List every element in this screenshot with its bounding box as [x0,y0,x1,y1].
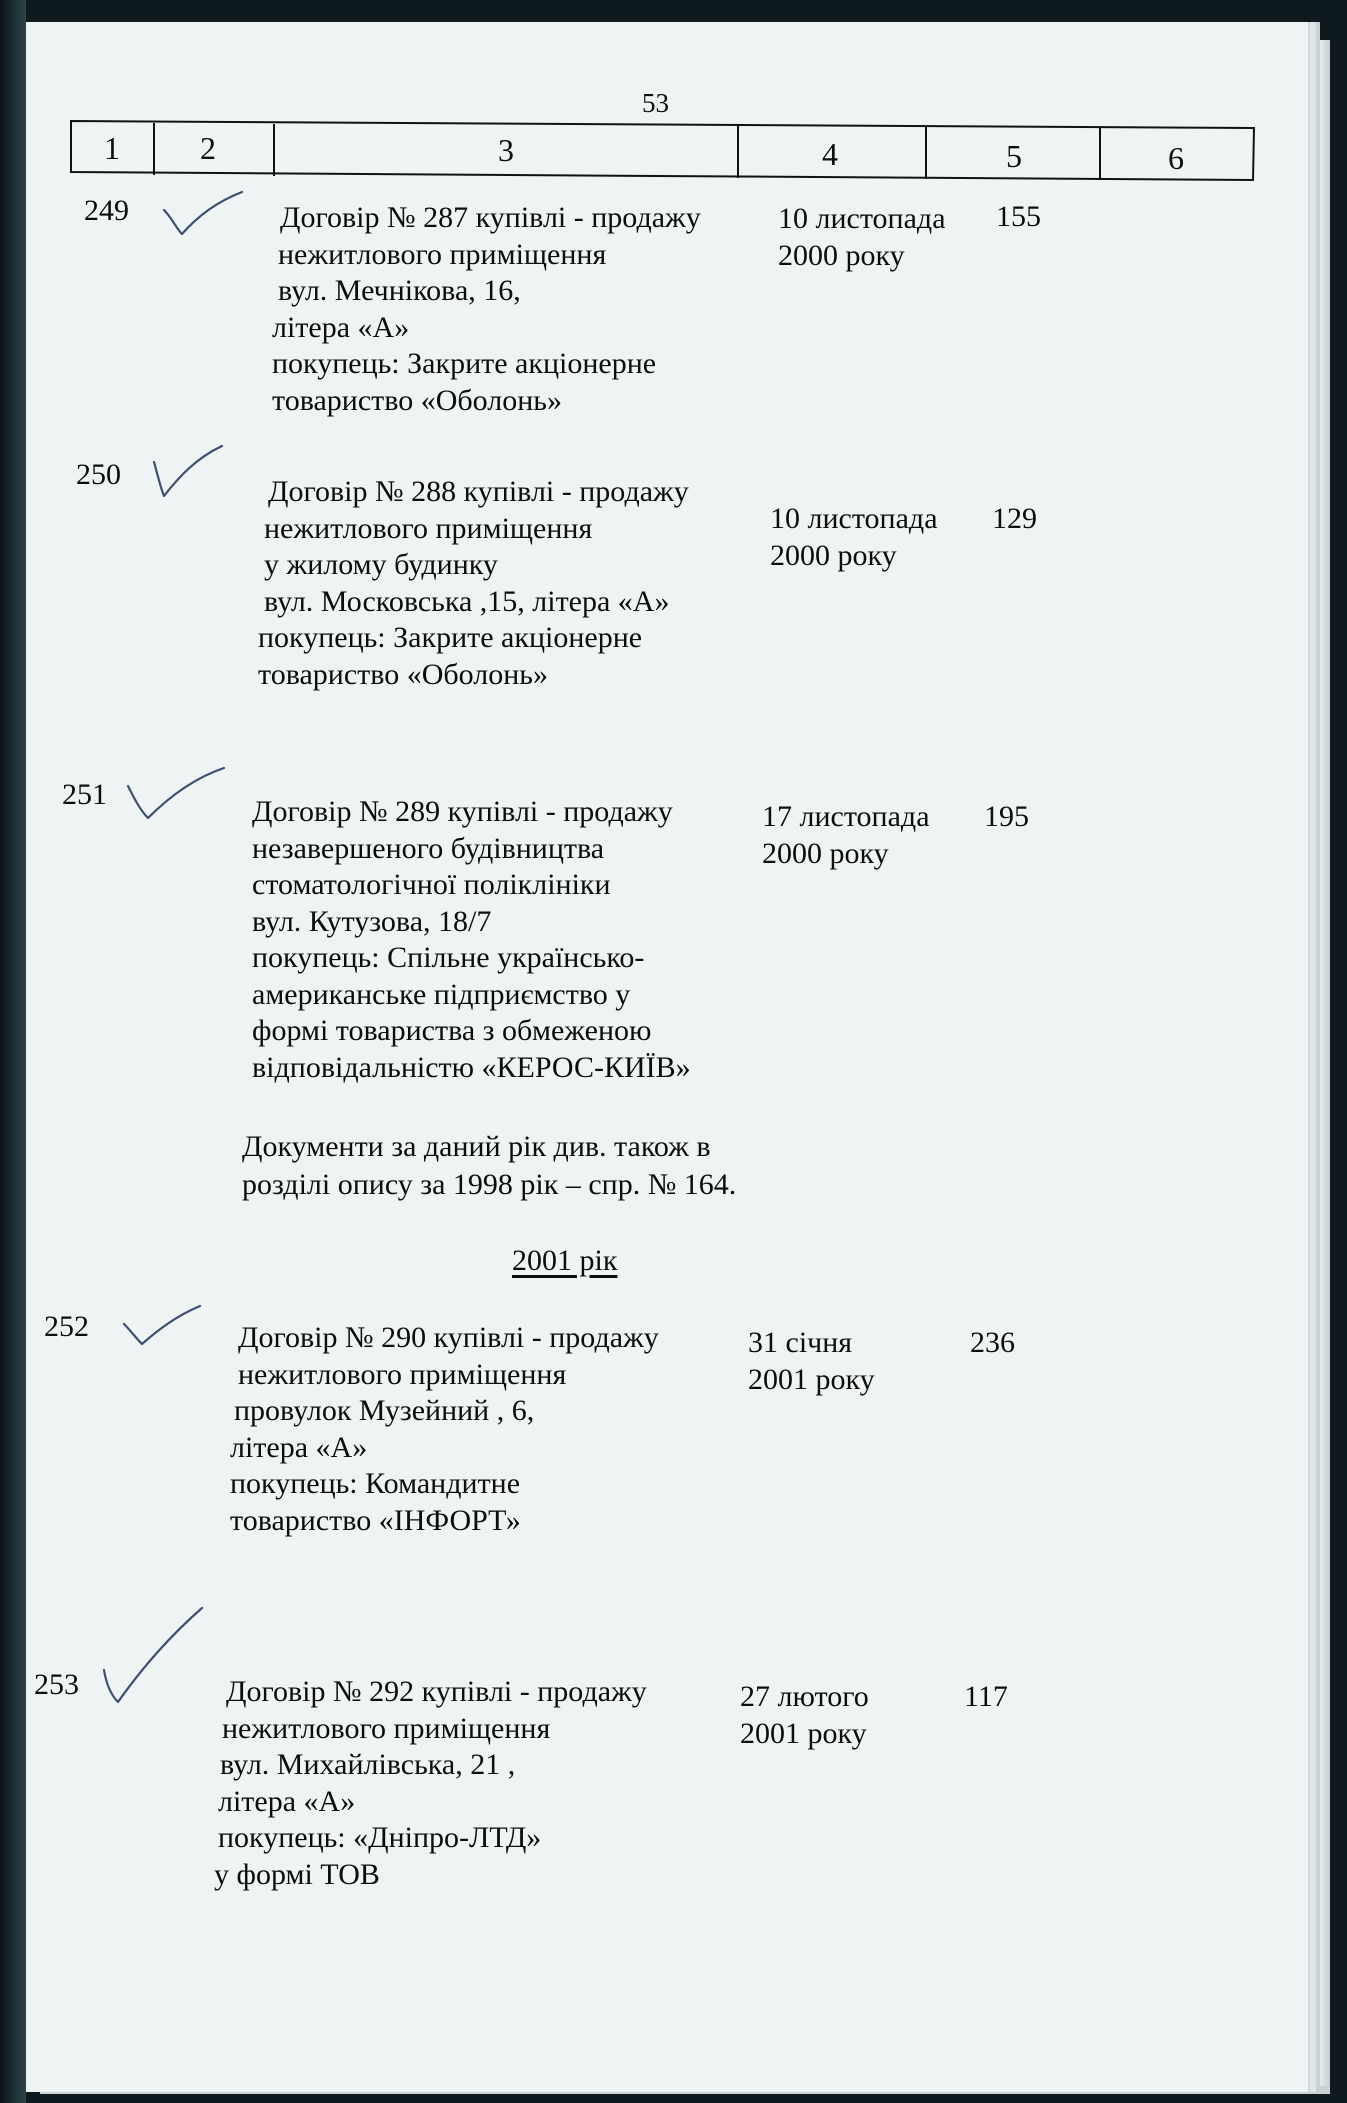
entry-line: у формі ТОВ [214,1857,380,1891]
header-col-3: 3 [498,132,514,168]
book-spine-edge [0,0,26,2103]
entry-line: Договір № 287 купівлі - продажу [280,201,701,234]
entry-line: покупець: «Дніпро-ЛТД» [218,1821,542,1854]
date-line: 10 листопада [778,202,946,235]
header-col-6: 6 [1168,140,1184,176]
entry-line: провулок Музейний , 6, [234,1394,535,1427]
entry-number: 250 [76,458,121,491]
entry-line: покупець: Закрите акціонерне [272,347,657,380]
date-line: 27 лютого [740,1680,869,1713]
date-line: 2000 року [762,837,889,870]
entry-line: формі товариства з обмеженою [252,1014,652,1047]
entry-line: стоматологічної поліклініки [252,868,611,901]
entry-line: вул. Московська ,15, літера «А» [264,584,670,618]
date-line: 2001 року [740,1717,867,1750]
entry-line: літера «А» [230,1430,368,1464]
entry-date [770,500,938,574]
entry-date [762,798,930,872]
date-line: 2001 року [748,1363,875,1396]
entry-description [272,200,701,419]
header-col-2: 2 [200,130,216,166]
entry-line: нежитлового приміщення [264,511,593,545]
checkmark-icon [124,762,234,828]
page-number: 53 [642,88,669,118]
entry-sheet-count: 155 [996,200,1041,233]
note-line: розділі опису за 1998 рік – спр. № 164. [242,1168,737,1201]
entry-sheet-count: 195 [984,800,1029,833]
section-year-heading: 2001 рік [512,1244,618,1277]
checkmark-icon [98,1604,208,1714]
header-outline [71,121,1254,180]
entry-number: 252 [44,1310,89,1343]
entry-description [258,474,689,693]
entry-line: вул. Михайлівська, 21 , [220,1748,516,1781]
entry-line: товариство «Оболонь» [258,657,548,691]
cross-reference-note [242,1128,736,1204]
entry-number: 253 [34,1668,79,1701]
entry-line: нежитлового приміщення [278,237,607,271]
entry-description [214,1674,647,1893]
entry-line: відповідальністю «КЕРОС-КИЇВ» [252,1050,691,1084]
document-page [26,22,1310,2092]
entry-line: у жилому будинку [264,548,498,581]
entry-line: Договір № 292 купівлі - продажу [226,1675,647,1708]
header-col-4: 4 [822,136,838,172]
date-line: 17 листопада [762,800,930,833]
header-col-1: 1 [104,130,120,166]
entry-description [230,1320,659,1539]
entry-number: 249 [84,194,129,227]
column-header-table [70,120,1254,188]
checkmark-icon [160,188,250,248]
entry-line: нежитлового приміщення [222,1711,551,1745]
entry-line: покупець: Спільне українсько- [252,941,645,974]
note-line: Документи за даний рік див. також в [242,1130,711,1163]
entry-line: літера «А» [218,1784,356,1818]
entry-date [778,200,946,274]
date-line: 31 січня [748,1326,853,1359]
entry-line: покупець: Командитне [230,1467,521,1500]
entry-line: літера «А» [272,310,410,344]
entry-line: вул. Кутузова, 18/7 [252,904,492,938]
entry-line: нежитлового приміщення [238,1357,567,1391]
entry-sheet-count: 117 [964,1680,1008,1713]
entry-line: вул. Мечнікова, 16, [278,274,521,307]
entry-date [748,1324,875,1398]
entry-number: 251 [62,778,107,811]
entry-line: Договір № 289 купівлі - продажу [252,795,673,828]
checkmark-icon [120,1302,210,1352]
checkmark-icon [150,442,230,512]
page-stack-edge [1308,40,1330,2090]
header-col-5: 5 [1006,138,1022,174]
entry-line: товариство «Оболонь» [272,383,562,417]
entry-line: товариство «ІНФОРТ» [230,1503,521,1537]
entry-line: Договір № 288 купівлі - продажу [268,475,689,508]
date-line: 2000 року [778,239,905,272]
entry-line: американське підприємство у [252,977,631,1011]
date-line: 2000 року [770,539,897,572]
entry-description [252,794,691,1086]
column-header-grid [70,120,1260,192]
entry-sheet-count: 129 [992,502,1037,535]
date-line: 10 листопада [770,502,938,535]
entry-line: Договір № 290 купівлі - продажу [238,1321,659,1354]
entry-sheet-count: 236 [970,1326,1015,1359]
entry-date [740,1678,869,1752]
entry-line: покупець: Закрите акціонерне [258,621,643,654]
entry-line: незавершеного будівництва [252,831,605,865]
